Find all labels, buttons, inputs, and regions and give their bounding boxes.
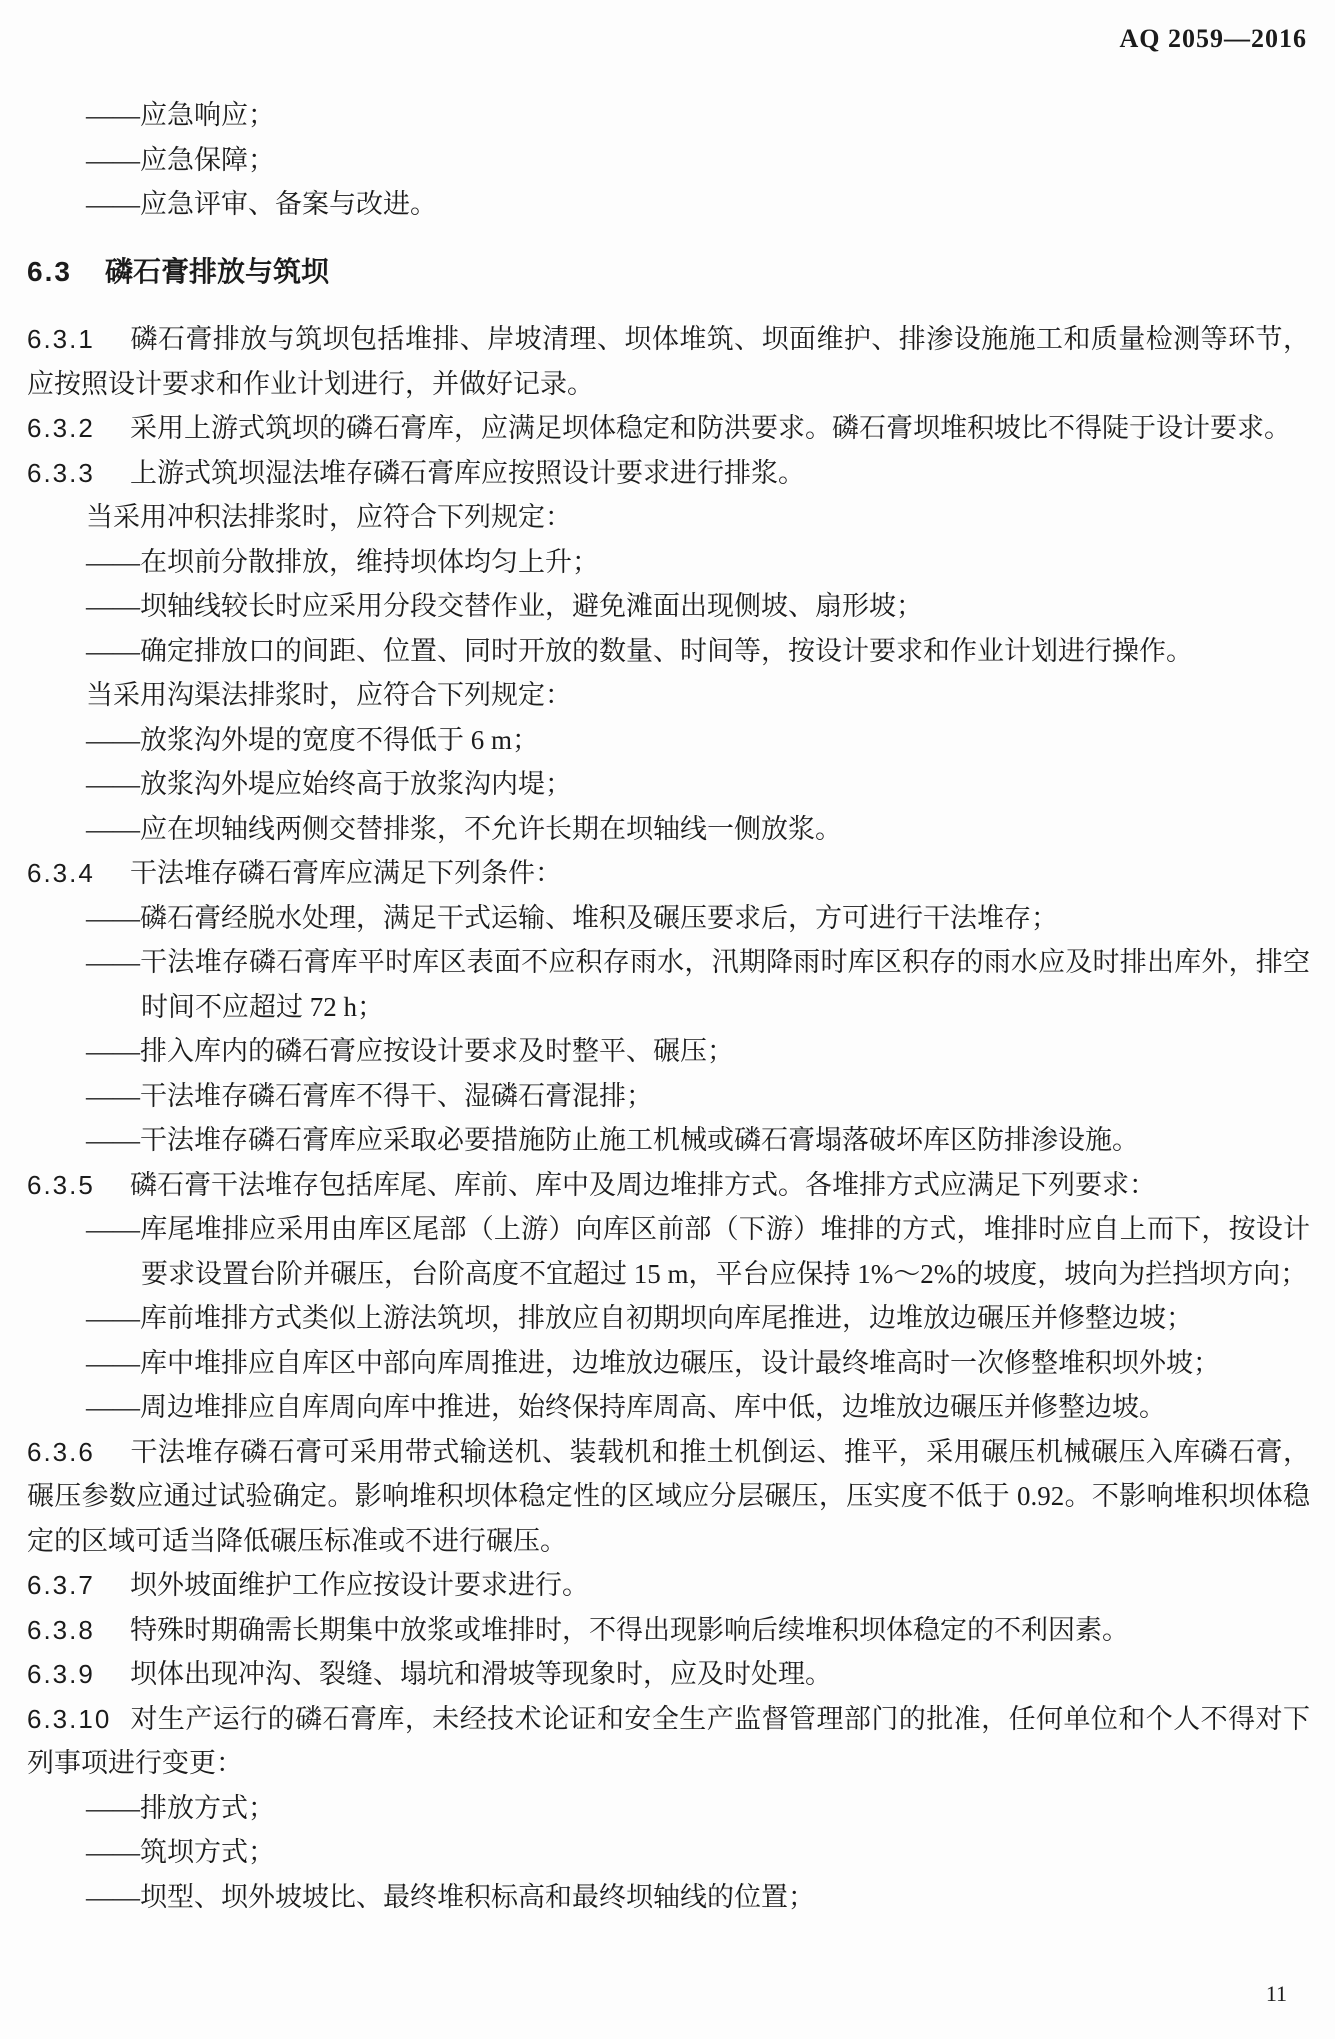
clause-number: 6.3.1 xyxy=(27,324,95,354)
em-dash: —— xyxy=(86,1125,140,1155)
list-item-text: 干法堆存磷石膏库不得干、湿磷石膏混排； xyxy=(140,1080,653,1111)
em-dash: —— xyxy=(86,724,140,755)
section-title: 磷石膏排放与筑坝 xyxy=(105,255,330,287)
list-item-text: 应急保障； xyxy=(140,144,275,175)
list-item-text: 库前堆排方式类似上游法筑坝，排放应自初期坝向库尾推进，边堆放边碾压并修整边坡； xyxy=(140,1303,1193,1333)
lead-in-alluvial: 当采用冲积法排浆时，应符合下列规定： xyxy=(86,502,572,532)
em-dash: —— xyxy=(86,1881,140,1912)
section-heading xyxy=(27,250,1310,295)
list-item-text: 库尾堆排应采用由库区尾部（上游）向库区前部（下游）堆排的方式，堆排时应自上而下，按设计要求设置台阶并碾压，台阶高度不宜超过 15 m，平台应保持 1%～2%的坡度，坡向为拦挡坝方向； xyxy=(140,1214,1310,1289)
em-dash: —— xyxy=(86,1392,140,1422)
em-dash: —— xyxy=(86,1036,140,1066)
em-dash: —— xyxy=(86,100,140,130)
list-item-text: 确定排放口的间距、位置、同时开放的数量、时间等，按设计要求和作业计划进行操作。 xyxy=(140,635,1193,666)
list-item-text: 磷石膏经脱水处理，满足干式运输、堆积及碾压要求后，方可进行干法堆存； xyxy=(140,902,1058,933)
clause-number: 6.3.3 xyxy=(27,457,95,488)
list-item xyxy=(27,1118,1310,1163)
em-dash: —— xyxy=(86,144,140,175)
list-item-text: 应在坝轴线两侧交替排浆，不允许长期在坝轴线一侧放浆。 xyxy=(140,813,842,844)
em-dash: —— xyxy=(86,546,140,577)
clause-number: 6.3.4 xyxy=(27,858,95,888)
list-item xyxy=(27,940,1310,1029)
clause-number: 6.3.7 xyxy=(27,1570,95,1600)
em-dash: —— xyxy=(86,902,140,933)
list-item xyxy=(27,1296,1310,1341)
list-item xyxy=(27,1875,1310,1920)
clause-6-3-3 xyxy=(27,451,1310,496)
clause-number: 6.3.2 xyxy=(27,413,95,443)
standard-code: AQ 2059—2016 xyxy=(1119,24,1307,53)
list-item xyxy=(27,584,1310,629)
list-item-text: 排放方式； xyxy=(140,1792,275,1823)
list-item-text: 坝型、坝外坡坡比、最终堆积标高和最终坝轴线的位置； xyxy=(140,1881,815,1912)
list-item-text: 排入库内的磷石膏应按设计要求及时整平、碾压； xyxy=(140,1036,734,1066)
list-item xyxy=(27,93,1310,138)
clause-6-3-10 xyxy=(27,1697,1310,1786)
em-dash: —— xyxy=(86,591,140,621)
list-item xyxy=(27,540,1310,585)
clause-number: 6.3.5 xyxy=(27,1169,95,1200)
list-item-text: 放浆沟外堤应始终高于放浆沟内堤； xyxy=(140,769,572,799)
list-item xyxy=(27,1074,1310,1119)
clause-text: 磷石膏干法堆存包括库尾、库前、库中及周边堆排方式。各堆排方式应满足下列要求： xyxy=(130,1169,1156,1200)
list-item xyxy=(27,138,1310,183)
list-item-text: 筑坝方式； xyxy=(140,1837,275,1867)
list-item-text: 坝轴线较长时应采用分段交替作业，避免滩面出现侧坡、扇形坡； xyxy=(140,591,923,621)
clause-text: 磷石膏排放与筑坝包括堆排、岸坡清理、坝体堆筑、坝面维护、排渗设施施工和质量检测等环节，应按照设计要求和作业计划进行，并做好记录。 xyxy=(27,324,1310,399)
clause-6-3-9 xyxy=(27,1652,1310,1697)
list-item xyxy=(27,1830,1310,1875)
clause-number: 6.3.9 xyxy=(27,1659,95,1689)
em-dash: —— xyxy=(86,1837,140,1867)
clause-text: 干法堆存磷石膏可采用带式输送机、装载机和推土机倒运、推平，采用碾压机械碾压入库磷石膏，碾压参数应通过试验确定。影响堆积坝体稳定性的区域应分层碾压，压实度不低于 0.92。不影响堆积坝体稳定的区域可适当降低碾压标准或不进行碾压。 xyxy=(27,1436,1310,1556)
em-dash: —— xyxy=(86,1347,140,1378)
list-item xyxy=(27,629,1310,674)
list-item xyxy=(27,807,1310,852)
lead-in-channel: 当采用沟渠法排浆时，应符合下列规定： xyxy=(86,680,572,710)
list-item xyxy=(27,1786,1310,1831)
clause-number: 6.3.6 xyxy=(27,1436,95,1467)
clause-6-3-8 xyxy=(27,1608,1310,1653)
list-item xyxy=(27,896,1310,941)
clause-number: 6.3.8 xyxy=(27,1614,95,1645)
clause-6-3-2 xyxy=(27,406,1310,451)
em-dash: —— xyxy=(86,1792,140,1823)
list-item xyxy=(27,1341,1310,1386)
list-item xyxy=(27,762,1310,807)
list-item xyxy=(27,1207,1310,1296)
list-item xyxy=(27,1385,1310,1430)
clause-number: 6.3.10 xyxy=(27,1703,112,1734)
em-dash: —— xyxy=(86,769,140,799)
list-item-text: 周边堆排应自库周向库中推进，始终保持库周高、库中低，边堆放边碾压并修整边坡。 xyxy=(140,1392,1166,1422)
clause-text: 特殊时期确需长期集中放浆或堆排时，不得出现影响后续堆积坝体稳定的不利因素。 xyxy=(130,1614,1129,1645)
clause-6-3-6 xyxy=(27,1430,1310,1564)
list-item-text: 放浆沟外堤的宽度不得低于 6 m； xyxy=(140,724,540,755)
clause-text: 上游式筑坝湿法堆存磷石膏库应按照设计要求进行排浆。 xyxy=(130,457,805,488)
section-number: 6.3 xyxy=(27,255,72,287)
clause-text: 对生产运行的磷石膏库，未经技术论证和安全生产监督管理部门的批准，任何单位和个人不得对下列事项进行变更： xyxy=(27,1703,1310,1778)
list-item-text: 在坝前分散排放，维持坝体均匀上升； xyxy=(140,546,599,577)
list-item xyxy=(27,718,1310,763)
em-dash: —— xyxy=(86,189,140,219)
clause-6-3-1 xyxy=(27,317,1310,406)
em-dash: —— xyxy=(86,635,140,666)
list-item-text: 应急评审、备案与改进。 xyxy=(140,189,437,219)
list-item-text: 干法堆存磷石膏库平时库区表面不应积存雨水，汛期降雨时库区积存的雨水应及时排出库外，排空时间不应超过 72 h； xyxy=(140,947,1310,1022)
list-item xyxy=(27,182,1310,227)
clause-text: 坝体出现冲沟、裂缝、塌坑和滑坡等现象时，应及时处理。 xyxy=(130,1659,832,1689)
page-number: 11 xyxy=(1265,1981,1287,2006)
clause-6-3-4 xyxy=(27,851,1310,896)
list-item-text: 库中堆排应自库区中部向库周推进，边堆放边碾压，设计最终堆高时一次修整堆积坝外坡； xyxy=(140,1347,1220,1378)
em-dash: —— xyxy=(86,1080,140,1111)
clause-text: 采用上游式筑坝的磷石膏库，应满足坝体稳定和防洪要求。磷石膏坝堆积坡比不得陡于设计要求。 xyxy=(130,413,1291,443)
em-dash: —— xyxy=(86,1303,140,1333)
em-dash: —— xyxy=(86,947,140,977)
em-dash: —— xyxy=(86,813,140,844)
clause-text: 坝外坡面维护工作应按设计要求进行。 xyxy=(130,1570,589,1600)
em-dash: —— xyxy=(86,1214,140,1244)
list-item xyxy=(27,1029,1310,1074)
clause-6-3-5 xyxy=(27,1163,1310,1208)
document-content xyxy=(27,93,1310,1919)
page-header xyxy=(27,24,1307,54)
list-item-text: 应急响应； xyxy=(140,100,275,130)
clause-text: 干法堆存磷石膏库应满足下列条件： xyxy=(130,858,562,888)
clause-6-3-7 xyxy=(27,1563,1310,1608)
list-item-text: 干法堆存磷石膏库应采取必要措施防止施工机械或磷石膏塌落破坏库区防排渗设施。 xyxy=(140,1125,1139,1155)
